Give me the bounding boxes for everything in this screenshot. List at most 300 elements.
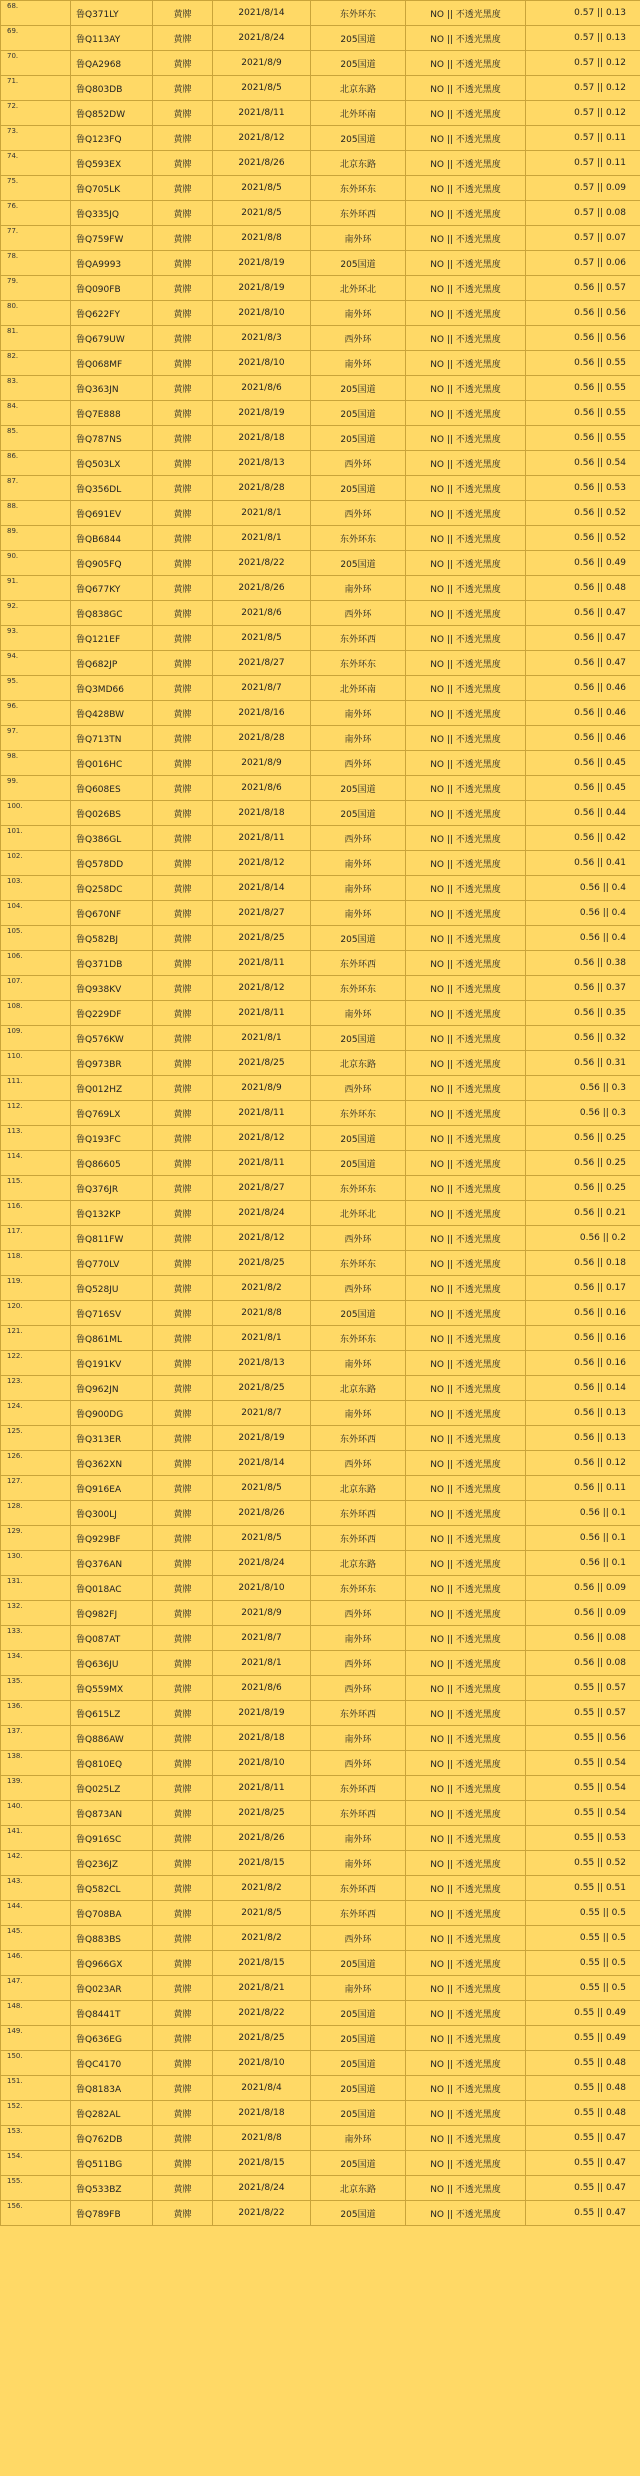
row-index: 78. [1, 251, 71, 276]
row-index: 137. [1, 1726, 71, 1751]
plate-color: 黄牌 [153, 1876, 213, 1901]
plate-color: 黄牌 [153, 2026, 213, 2051]
plate-number: 鲁Q371LY [71, 1, 153, 26]
violation-type: NO || 不透光黑度 [406, 1351, 526, 1376]
row-index: 106. [1, 951, 71, 976]
measure-values: 0.56 || 0.25 [526, 1176, 640, 1201]
row-index: 81. [1, 326, 71, 351]
plate-color: 黄牌 [153, 1326, 213, 1351]
table-row [1, 1101, 640, 1126]
plate-number: 鲁Q962JN [71, 1376, 153, 1401]
road-name: 205国道 [311, 476, 406, 501]
plate-number: 鲁Q900DG [71, 1401, 153, 1426]
capture-date: 2021/8/11 [213, 1001, 311, 1026]
table-row [1, 2001, 640, 2026]
row-index: 79. [1, 276, 71, 301]
violation-type: NO || 不透光黑度 [406, 1601, 526, 1626]
plate-number: 鲁Q376AN [71, 1551, 153, 1576]
violation-type: NO || 不透光黑度 [406, 76, 526, 101]
violation-type: NO || 不透光黑度 [406, 1276, 526, 1301]
table-row [1, 151, 640, 176]
table-row [1, 701, 640, 726]
row-index: 146. [1, 1951, 71, 1976]
road-name: 东外环东 [311, 1, 406, 26]
capture-date: 2021/8/13 [213, 451, 311, 476]
violation-type: NO || 不透光黑度 [406, 726, 526, 751]
capture-date: 2021/8/2 [213, 1876, 311, 1901]
capture-date: 2021/8/15 [213, 1951, 311, 1976]
plate-color: 黄牌 [153, 126, 213, 151]
capture-date: 2021/8/27 [213, 901, 311, 926]
table-row [1, 551, 640, 576]
table-row [1, 1201, 640, 1226]
road-name: 北京东路 [311, 76, 406, 101]
measure-values: 0.55 || 0.47 [526, 2151, 640, 2176]
plate-number: 鲁Q708BA [71, 1901, 153, 1926]
measure-values: 0.56 || 0.4 [526, 901, 640, 926]
violation-type: NO || 不透光黑度 [406, 1126, 526, 1151]
road-name: 南外环 [311, 726, 406, 751]
violation-type: NO || 不透光黑度 [406, 2176, 526, 2201]
plate-number: 鲁Q511BG [71, 2151, 153, 2176]
table-row [1, 1026, 640, 1051]
measure-values: 0.57 || 0.07 [526, 226, 640, 251]
plate-number: 鲁Q636JU [71, 1651, 153, 1676]
row-index: 149. [1, 2026, 71, 2051]
road-name: 南外环 [311, 226, 406, 251]
plate-number: 鲁Q938KV [71, 976, 153, 1001]
road-name: 南外环 [311, 2126, 406, 2151]
road-name: 东外环西 [311, 1426, 406, 1451]
road-name: 205国道 [311, 26, 406, 51]
violation-type: NO || 不透光黑度 [406, 2076, 526, 2101]
measure-values: 0.56 || 0.57 [526, 276, 640, 301]
table-row [1, 1001, 640, 1026]
plate-color: 黄牌 [153, 1301, 213, 1326]
plate-color: 黄牌 [153, 626, 213, 651]
capture-date: 2021/8/26 [213, 1501, 311, 1526]
road-name: 东外环西 [311, 1526, 406, 1551]
measure-values: 0.55 || 0.5 [526, 1951, 640, 1976]
measure-values: 0.56 || 0.53 [526, 476, 640, 501]
table-body [1, 1, 640, 2226]
measure-values: 0.56 || 0.21 [526, 1201, 640, 1226]
table-row [1, 451, 640, 476]
capture-date: 2021/8/15 [213, 2151, 311, 2176]
plate-number: 鲁Q682JP [71, 651, 153, 676]
measure-values: 0.56 || 0.4 [526, 926, 640, 951]
row-index: 132. [1, 1601, 71, 1626]
road-name: 西外环 [311, 1076, 406, 1101]
plate-number: 鲁Q300LJ [71, 1501, 153, 1526]
row-index: 119. [1, 1276, 71, 1301]
plate-color: 黄牌 [153, 51, 213, 76]
road-name: 东外环东 [311, 1576, 406, 1601]
row-index: 73. [1, 126, 71, 151]
capture-date: 2021/8/7 [213, 1401, 311, 1426]
table-row [1, 1451, 640, 1476]
plate-number: 鲁Q363JN [71, 376, 153, 401]
measure-values: 0.56 || 0.09 [526, 1601, 640, 1626]
measure-values: 0.56 || 0.25 [526, 1151, 640, 1176]
capture-date: 2021/8/26 [213, 151, 311, 176]
measure-values: 0.56 || 0.47 [526, 626, 640, 651]
row-index: 144. [1, 1901, 71, 1926]
table-row [1, 1651, 640, 1676]
capture-date: 2021/8/28 [213, 726, 311, 751]
plate-color: 黄牌 [153, 676, 213, 701]
table-row [1, 951, 640, 976]
row-index: 72. [1, 101, 71, 126]
row-index: 121. [1, 1326, 71, 1351]
plate-color: 黄牌 [153, 1101, 213, 1126]
measure-values: 0.56 || 0.31 [526, 1051, 640, 1076]
measure-values: 0.55 || 0.5 [526, 1926, 640, 1951]
row-index: 92. [1, 601, 71, 626]
road-name: 南外环 [311, 1351, 406, 1376]
row-index: 156. [1, 2201, 71, 2226]
table-row [1, 1826, 640, 1851]
road-name: 西外环 [311, 1226, 406, 1251]
row-index: 124. [1, 1401, 71, 1426]
violation-type: NO || 不透光黑度 [406, 1151, 526, 1176]
row-index: 84. [1, 401, 71, 426]
plate-color: 黄牌 [153, 1001, 213, 1026]
violation-type: NO || 不透光黑度 [406, 1701, 526, 1726]
row-index: 68. [1, 1, 71, 26]
capture-date: 2021/8/10 [213, 2051, 311, 2076]
plate-number: 鲁Q578DD [71, 851, 153, 876]
table-row [1, 776, 640, 801]
measure-values: 0.57 || 0.08 [526, 201, 640, 226]
capture-date: 2021/8/19 [213, 1426, 311, 1451]
road-name: 南外环 [311, 1726, 406, 1751]
violation-type: NO || 不透光黑度 [406, 2201, 526, 2226]
capture-date: 2021/8/7 [213, 1626, 311, 1651]
road-name: 205国道 [311, 2001, 406, 2026]
capture-date: 2021/8/14 [213, 1, 311, 26]
plate-color: 黄牌 [153, 1476, 213, 1501]
road-name: 南外环 [311, 876, 406, 901]
violation-type: NO || 不透光黑度 [406, 601, 526, 626]
table-row [1, 1851, 640, 1876]
measure-values: 0.56 || 0.54 [526, 451, 640, 476]
table-row [1, 1626, 640, 1651]
violation-type: NO || 不透光黑度 [406, 1301, 526, 1326]
violation-type: NO || 不透光黑度 [406, 676, 526, 701]
capture-date: 2021/8/5 [213, 201, 311, 226]
row-index: 125. [1, 1426, 71, 1451]
plate-color: 黄牌 [153, 1051, 213, 1076]
plate-number: 鲁Q759FW [71, 226, 153, 251]
violation-type: NO || 不透光黑度 [406, 926, 526, 951]
plate-number: 鲁Q670NF [71, 901, 153, 926]
table-row [1, 26, 640, 51]
row-index: 147. [1, 1976, 71, 2001]
measure-values: 0.57 || 0.11 [526, 126, 640, 151]
violation-type: NO || 不透光黑度 [406, 1901, 526, 1926]
table-row [1, 851, 640, 876]
road-name: 南外环 [311, 1976, 406, 2001]
measure-values: 0.56 || 0.08 [526, 1626, 640, 1651]
table-row [1, 251, 640, 276]
row-index: 104. [1, 901, 71, 926]
plate-color: 黄牌 [153, 1351, 213, 1376]
capture-date: 2021/8/27 [213, 1176, 311, 1201]
capture-date: 2021/8/22 [213, 551, 311, 576]
capture-date: 2021/8/1 [213, 501, 311, 526]
plate-color: 黄牌 [153, 151, 213, 176]
capture-date: 2021/8/24 [213, 1551, 311, 1576]
table-row [1, 1476, 640, 1501]
violation-type: NO || 不透光黑度 [406, 2101, 526, 2126]
plate-color: 黄牌 [153, 551, 213, 576]
plate-number: 鲁Q861ML [71, 1326, 153, 1351]
row-index: 95. [1, 676, 71, 701]
table-row [1, 401, 640, 426]
row-index: 74. [1, 151, 71, 176]
capture-date: 2021/8/6 [213, 376, 311, 401]
road-name: 东外环西 [311, 1776, 406, 1801]
table-row [1, 1801, 640, 1826]
road-name: 南外环 [311, 701, 406, 726]
capture-date: 2021/8/12 [213, 1226, 311, 1251]
violation-type: NO || 不透光黑度 [406, 1326, 526, 1351]
row-index: 155. [1, 2176, 71, 2201]
violation-type: NO || 不透光黑度 [406, 351, 526, 376]
capture-date: 2021/8/25 [213, 2026, 311, 2051]
violation-type: NO || 不透光黑度 [406, 976, 526, 1001]
plate-number: 鲁Q313ER [71, 1426, 153, 1451]
measure-values: 0.56 || 0.55 [526, 351, 640, 376]
road-name: 205国道 [311, 2151, 406, 2176]
road-name: 东外环西 [311, 1876, 406, 1901]
measure-values: 0.56 || 0.13 [526, 1426, 640, 1451]
table-row [1, 1301, 640, 1326]
capture-date: 2021/8/18 [213, 1726, 311, 1751]
plate-color: 黄牌 [153, 201, 213, 226]
violation-type: NO || 不透光黑度 [406, 1401, 526, 1426]
violation-type: NO || 不透光黑度 [406, 1626, 526, 1651]
table-row [1, 276, 640, 301]
capture-date: 2021/8/15 [213, 1851, 311, 1876]
capture-date: 2021/8/5 [213, 76, 311, 101]
measure-values: 0.56 || 0.14 [526, 1376, 640, 1401]
plate-number: 鲁Q982FJ [71, 1601, 153, 1626]
road-name: 西外环 [311, 1651, 406, 1676]
plate-number: 鲁Q86605 [71, 1151, 153, 1176]
capture-date: 2021/8/3 [213, 326, 311, 351]
table-row [1, 1751, 640, 1776]
plate-color: 黄牌 [153, 1576, 213, 1601]
table-row [1, 751, 640, 776]
plate-color: 黄牌 [153, 2201, 213, 2226]
violation-type: NO || 不透光黑度 [406, 1876, 526, 1901]
measure-values: 0.55 || 0.48 [526, 2076, 640, 2101]
road-name: 西外环 [311, 1601, 406, 1626]
plate-color: 黄牌 [153, 751, 213, 776]
measure-values: 0.56 || 0.09 [526, 1576, 640, 1601]
road-name: 205国道 [311, 1126, 406, 1151]
table-row [1, 2201, 640, 2226]
violation-type: NO || 不透光黑度 [406, 1776, 526, 1801]
measure-values: 0.56 || 0.45 [526, 751, 640, 776]
road-name: 西外环 [311, 601, 406, 626]
capture-date: 2021/8/2 [213, 1276, 311, 1301]
measure-values: 0.56 || 0.12 [526, 1451, 640, 1476]
violation-type: NO || 不透光黑度 [406, 2151, 526, 2176]
plate-color: 黄牌 [153, 176, 213, 201]
capture-date: 2021/8/9 [213, 51, 311, 76]
row-index: 145. [1, 1926, 71, 1951]
violation-type: NO || 不透光黑度 [406, 51, 526, 76]
row-index: 91. [1, 576, 71, 601]
measure-values: 0.56 || 0.3 [526, 1101, 640, 1126]
plate-color: 黄牌 [153, 326, 213, 351]
capture-date: 2021/8/28 [213, 476, 311, 501]
capture-date: 2021/8/25 [213, 1051, 311, 1076]
measure-values: 0.56 || 0.48 [526, 576, 640, 601]
table-row [1, 501, 640, 526]
table-row [1, 1426, 640, 1451]
capture-date: 2021/8/24 [213, 26, 311, 51]
plate-color: 黄牌 [153, 501, 213, 526]
capture-date: 2021/8/22 [213, 2201, 311, 2226]
row-index: 109. [1, 1026, 71, 1051]
measure-values: 0.56 || 0.18 [526, 1251, 640, 1276]
plate-number: 鲁Q282AL [71, 2101, 153, 2126]
capture-date: 2021/8/25 [213, 1801, 311, 1826]
capture-date: 2021/8/18 [213, 426, 311, 451]
table-row [1, 326, 640, 351]
table-row [1, 1576, 640, 1601]
plate-number: 鲁Q258DC [71, 876, 153, 901]
violation-type: NO || 不透光黑度 [406, 1951, 526, 1976]
road-name: 205国道 [311, 2026, 406, 2051]
table-row [1, 1176, 640, 1201]
row-index: 93. [1, 626, 71, 651]
road-name: 205国道 [311, 2101, 406, 2126]
measure-values: 0.56 || 0.55 [526, 426, 640, 451]
road-name: 205国道 [311, 926, 406, 951]
row-index: 100. [1, 801, 71, 826]
capture-date: 2021/8/26 [213, 1826, 311, 1851]
road-name: 东外环西 [311, 201, 406, 226]
measure-values: 0.57 || 0.12 [526, 51, 640, 76]
table-row [1, 1251, 640, 1276]
plate-color: 黄牌 [153, 301, 213, 326]
plate-number: 鲁Q838GC [71, 601, 153, 626]
table-row [1, 726, 640, 751]
plate-number: 鲁Q8441T [71, 2001, 153, 2026]
plate-number: 鲁Q7E888 [71, 401, 153, 426]
plate-number: 鲁Q356DL [71, 476, 153, 501]
row-index: 116. [1, 1201, 71, 1226]
measure-values: 0.56 || 0.11 [526, 1476, 640, 1501]
violation-type: NO || 不透光黑度 [406, 276, 526, 301]
violation-type: NO || 不透光黑度 [406, 701, 526, 726]
capture-date: 2021/8/7 [213, 676, 311, 701]
measure-values: 0.56 || 0.17 [526, 1276, 640, 1301]
plate-color: 黄牌 [153, 951, 213, 976]
plate-number: 鲁Q966GX [71, 1951, 153, 1976]
table-row [1, 2151, 640, 2176]
road-name: 东外环西 [311, 1901, 406, 1926]
row-index: 142. [1, 1851, 71, 1876]
plate-number: 鲁Q376JR [71, 1176, 153, 1201]
road-name: 南外环 [311, 301, 406, 326]
table-row [1, 1076, 640, 1101]
capture-date: 2021/8/10 [213, 1576, 311, 1601]
row-index: 143. [1, 1876, 71, 1901]
plate-number: 鲁QA2968 [71, 51, 153, 76]
plate-number: 鲁Q386GL [71, 826, 153, 851]
row-index: 134. [1, 1651, 71, 1676]
plate-number: 鲁Q789FB [71, 2201, 153, 2226]
measure-values: 0.56 || 0.41 [526, 851, 640, 876]
violation-type: NO || 不透光黑度 [406, 1576, 526, 1601]
violation-type: NO || 不透光黑度 [406, 1251, 526, 1276]
capture-date: 2021/8/25 [213, 926, 311, 951]
plate-color: 黄牌 [153, 976, 213, 1001]
capture-date: 2021/8/5 [213, 1476, 311, 1501]
violation-type: NO || 不透光黑度 [406, 1176, 526, 1201]
row-index: 138. [1, 1751, 71, 1776]
plate-number: 鲁Q121EF [71, 626, 153, 651]
plate-number: 鲁Q090FB [71, 276, 153, 301]
capture-date: 2021/8/25 [213, 1251, 311, 1276]
capture-date: 2021/8/25 [213, 1376, 311, 1401]
table-row [1, 2101, 640, 2126]
plate-color: 黄牌 [153, 851, 213, 876]
violation-type: NO || 不透光黑度 [406, 1826, 526, 1851]
plate-color: 黄牌 [153, 351, 213, 376]
capture-date: 2021/8/13 [213, 1351, 311, 1376]
violation-type: NO || 不透光黑度 [406, 576, 526, 601]
violation-type: NO || 不透光黑度 [406, 1101, 526, 1126]
violation-type: NO || 不透光黑度 [406, 501, 526, 526]
table-row [1, 826, 640, 851]
plate-color: 黄牌 [153, 1526, 213, 1551]
row-index: 123. [1, 1376, 71, 1401]
measure-values: 0.56 || 0.1 [526, 1551, 640, 1576]
road-name: 西外环 [311, 1676, 406, 1701]
violation-type: NO || 不透光黑度 [406, 1501, 526, 1526]
plate-color: 黄牌 [153, 601, 213, 626]
violation-type: NO || 不透光黑度 [406, 376, 526, 401]
plate-number: 鲁Q873AN [71, 1801, 153, 1826]
violation-type: NO || 不透光黑度 [406, 1751, 526, 1776]
plate-color: 黄牌 [153, 1926, 213, 1951]
capture-date: 2021/8/10 [213, 351, 311, 376]
plate-color: 黄牌 [153, 2001, 213, 2026]
capture-date: 2021/8/24 [213, 2176, 311, 2201]
table-row [1, 801, 640, 826]
plate-number: 鲁Q362XN [71, 1451, 153, 1476]
capture-date: 2021/8/27 [213, 651, 311, 676]
measure-values: 0.55 || 0.57 [526, 1676, 640, 1701]
row-index: 153. [1, 2126, 71, 2151]
row-index: 85. [1, 426, 71, 451]
row-index: 80. [1, 301, 71, 326]
measure-values: 0.56 || 0.46 [526, 676, 640, 701]
plate-number: 鲁Q677KY [71, 576, 153, 601]
table-row [1, 1701, 640, 1726]
road-name: 北京东路 [311, 151, 406, 176]
table-row [1, 1276, 640, 1301]
road-name: 205国道 [311, 2076, 406, 2101]
measure-values: 0.56 || 0.49 [526, 551, 640, 576]
